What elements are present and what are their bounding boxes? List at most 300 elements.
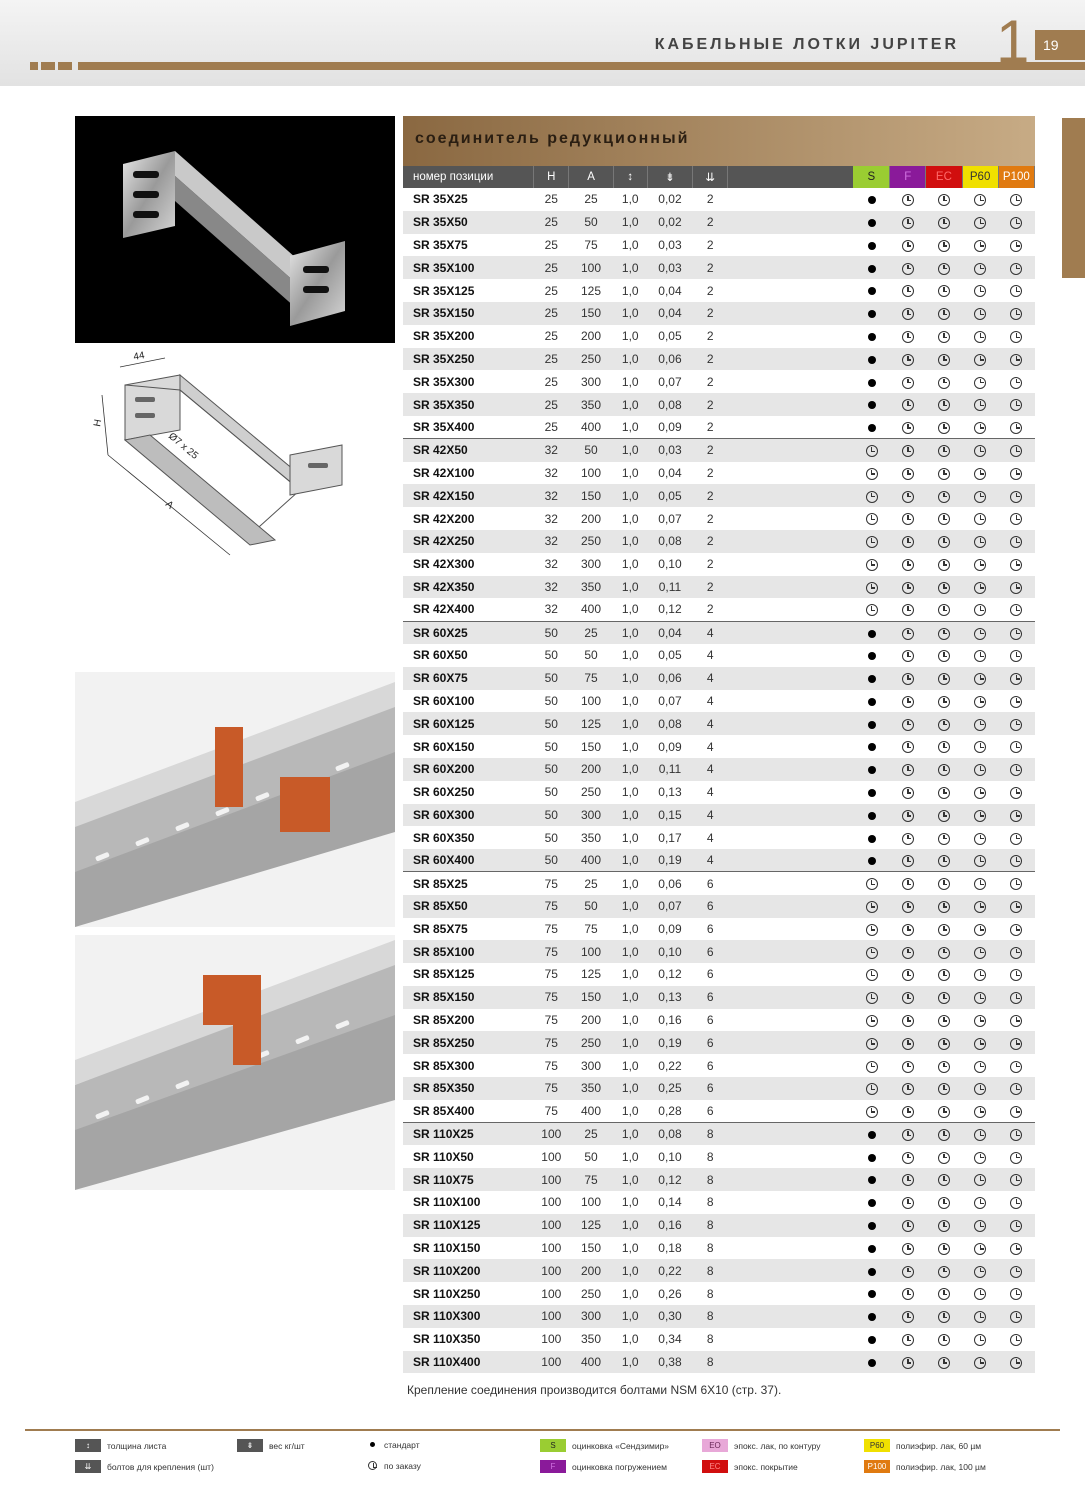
cell-h: 25 (544, 237, 558, 252)
cell-weight: 0,13 (658, 785, 682, 800)
cell-finish-p100 (998, 1259, 1034, 1282)
cell-thickness: 1,0 (613, 1214, 647, 1237)
standard-dot-icon (868, 1131, 876, 1139)
on-order-clock-icon (974, 719, 986, 731)
cell-finish-p60 (962, 1145, 998, 1168)
cell-finish-ec (926, 439, 962, 462)
on-order-clock-icon (938, 741, 950, 753)
col-position: номер позиции (403, 166, 534, 188)
cell-finish-ec (926, 986, 962, 1009)
dim-slot: Ø7 x 25 (166, 430, 200, 462)
cell-position: SR 60X125 (403, 712, 534, 735)
cell-finish-p60 (962, 370, 998, 393)
on-order-clock-icon (974, 308, 986, 320)
cell-a: 200 (569, 758, 613, 781)
cell-finish-p100 (998, 416, 1034, 439)
cell-finish-s (853, 1351, 889, 1374)
on-order-clock-icon (974, 673, 986, 685)
cell-h: 25 (544, 192, 558, 207)
catalog-title: КАБЕЛЬНЫЕ ЛОТКИ JUPITER (654, 36, 959, 53)
cell-h: 50 (534, 712, 569, 735)
cell-gap (728, 1009, 854, 1032)
cell-bolts: 2 (706, 329, 714, 344)
cell-finish-ec (926, 553, 962, 576)
cell-finish-p60 (962, 940, 998, 963)
cell-bolts: 6 (693, 1077, 728, 1100)
cell-gap (728, 1282, 854, 1305)
on-order-clock-icon (902, 1038, 914, 1050)
cell-finish-p100 (998, 804, 1034, 827)
cell-position: SR 85X150 (403, 986, 534, 1009)
cell-gap (728, 986, 854, 1009)
cell-gap (728, 712, 854, 735)
cell-finish-f (890, 325, 926, 348)
standard-dot-icon (868, 379, 876, 387)
on-order-clock-icon (974, 194, 986, 206)
cell-finish-p100 (998, 1214, 1034, 1237)
cell-bolts: 6 (693, 1031, 728, 1054)
cell-finish-ec (926, 279, 962, 302)
cell-h: 32 (534, 576, 569, 599)
cell-finish-f (890, 439, 926, 462)
cell-finish-ec (926, 781, 962, 804)
cell-position: SR 110X400 (403, 1351, 534, 1374)
cell-position: SR 35X250 (403, 348, 534, 371)
cell-weight: 0,15 (647, 804, 692, 827)
on-order-clock-icon (1010, 536, 1022, 548)
table-row (403, 1191, 1035, 1214)
cell-a: 100 (581, 693, 602, 708)
cell-a: 400 (569, 1351, 613, 1374)
standard-dot-icon (868, 242, 876, 250)
cell-finish-ec (926, 644, 962, 667)
cell-finish-s (853, 1168, 889, 1191)
table-row (403, 1282, 1035, 1305)
cell-bolts: 8 (706, 1286, 714, 1301)
cell-h: 25 (544, 374, 558, 389)
on-order-clock-icon (866, 1015, 878, 1027)
on-order-clock-icon (866, 1083, 878, 1095)
on-order-clock-icon (1010, 901, 1022, 913)
cell-bolts: 4 (693, 621, 728, 644)
cell-finish-s (853, 644, 889, 667)
cell-a: 150 (569, 484, 613, 507)
cell-weight: 0,10 (658, 1149, 682, 1164)
on-order-clock-icon (902, 491, 914, 503)
cell-gap (728, 872, 854, 895)
cell-finish-p60 (962, 1054, 998, 1077)
on-order-clock-icon (974, 354, 986, 366)
s-badge: S (540, 1439, 566, 1452)
standard-dot-icon (868, 1359, 876, 1367)
table-row (403, 1100, 1035, 1123)
on-order-clock-icon (1010, 764, 1022, 776)
cell-bolts: 8 (693, 1259, 728, 1282)
cell-gap (728, 804, 854, 827)
on-order-clock-icon (974, 491, 986, 503)
f-badge: F (540, 1460, 566, 1473)
col-f: F (890, 166, 926, 188)
cell-finish-p60 (962, 325, 998, 348)
cell-weight: 0,10 (658, 557, 682, 572)
cell-h: 25 (534, 302, 569, 325)
on-order-clock-icon (974, 445, 986, 457)
on-order-clock-icon (866, 1038, 878, 1050)
cell-gap (728, 918, 854, 941)
standard-dot-icon (868, 766, 876, 774)
on-order-clock-icon (974, 240, 986, 252)
cell-bolts: 6 (706, 967, 714, 982)
on-order-clock-icon (1010, 1197, 1022, 1209)
cell-finish-ec (926, 188, 962, 211)
cell-thickness: 1,0 (613, 393, 647, 416)
cell-position: SR 110X25 (403, 1123, 534, 1146)
cell-position: SR 35X150 (403, 302, 534, 325)
cell-position: SR 42X100 (413, 465, 475, 480)
cell-finish-p100 (998, 393, 1034, 416)
legend-eo-text: эпокс. лак, по контуру (734, 1440, 821, 1451)
table-row (403, 667, 1035, 690)
on-order-clock-icon (902, 582, 914, 594)
cell-thickness: 1,0 (621, 1104, 639, 1119)
cell-a: 50 (569, 211, 613, 234)
cell-h: 75 (544, 967, 558, 982)
cell-gap (728, 735, 854, 758)
on-order-clock-icon (1010, 810, 1022, 822)
cell-finish-f (890, 804, 926, 827)
cell-finish-p100 (998, 986, 1034, 1009)
cell-weight: 0,34 (658, 1332, 682, 1347)
standard-dot-icon (868, 857, 876, 865)
cell-position: SR 60X25 (403, 621, 534, 644)
cell-a: 125 (581, 283, 602, 298)
cell-finish-ec (926, 576, 962, 599)
cell-finish-p60 (962, 986, 998, 1009)
cell-h: 25 (534, 393, 569, 416)
table-header-row (403, 166, 1035, 188)
cell-h: 50 (534, 804, 569, 827)
cell-finish-s (853, 462, 889, 485)
cell-finish-ec (926, 348, 962, 371)
cell-position: SR 85X250 (403, 1031, 534, 1054)
on-order-clock-icon (938, 673, 950, 685)
cell-finish-s (853, 1100, 889, 1123)
on-order-clock-icon (1010, 1174, 1022, 1186)
on-order-clock-icon (938, 878, 950, 890)
cell-a: 150 (569, 986, 613, 1009)
cell-finish-p60 (962, 530, 998, 553)
cell-h: 100 (541, 1286, 562, 1301)
cell-finish-p100 (998, 712, 1034, 735)
cell-a: 50 (569, 439, 613, 462)
cell-finish-p100 (998, 826, 1034, 849)
cell-a: 150 (569, 302, 613, 325)
cell-finish-f (890, 621, 926, 644)
cell-finish-f (890, 1259, 926, 1282)
cell-bolts: 6 (706, 921, 714, 936)
cell-finish-s (853, 370, 889, 393)
cell-finish-ec (926, 598, 962, 621)
cell-finish-ec (926, 621, 962, 644)
cell-a: 25 (569, 872, 613, 895)
legend-p100 (864, 1460, 986, 1473)
on-order-clock-icon (974, 263, 986, 275)
cell-weight: 0,14 (658, 1195, 682, 1210)
on-order-clock-icon (902, 1083, 914, 1095)
on-order-clock-icon (902, 1106, 914, 1118)
cell-a: 250 (569, 348, 613, 371)
on-order-clock-icon (866, 924, 878, 936)
cell-thickness: 1,0 (613, 986, 647, 1009)
cell-position: SR 42X200 (413, 511, 475, 526)
cell-bolts: 6 (693, 940, 728, 963)
cell-finish-ec (926, 895, 962, 918)
cell-finish-ec (926, 370, 962, 393)
on-order-clock-icon (938, 559, 950, 571)
cell-finish-f (890, 598, 926, 621)
cell-finish-s (853, 1031, 889, 1054)
on-order-clock-icon (866, 1061, 878, 1073)
cell-finish-ec (926, 690, 962, 713)
table-row (403, 1009, 1035, 1032)
cell-gap (728, 302, 854, 325)
cell-weight: 0,12 (658, 967, 682, 982)
cell-finish-p60 (962, 1282, 998, 1305)
cell-finish-p100 (998, 781, 1034, 804)
cell-weight: 0,16 (647, 1214, 692, 1237)
cell-bolts: 2 (706, 602, 714, 617)
cell-h: 50 (544, 739, 558, 754)
cell-bolts: 2 (693, 256, 728, 279)
cell-finish-p60 (962, 781, 998, 804)
cell-gap (728, 1305, 854, 1328)
cell-finish-p60 (962, 462, 998, 485)
on-order-clock-icon (938, 628, 950, 640)
cell-thickness: 1,0 (613, 1077, 647, 1100)
on-order-clock-icon (938, 1357, 950, 1369)
table-row (403, 712, 1035, 735)
cell-a: 75 (569, 667, 613, 690)
cell-finish-p60 (962, 302, 998, 325)
cell-weight: 0,05 (658, 329, 682, 344)
cell-finish-ec (926, 393, 962, 416)
on-order-clock-icon (1010, 969, 1022, 981)
standard-dot-icon (868, 333, 876, 341)
cell-position: SR 42X150 (403, 484, 534, 507)
cell-finish-s (853, 1145, 889, 1168)
on-order-clock-icon (902, 1015, 914, 1027)
on-order-clock-icon (938, 1061, 950, 1073)
cell-finish-p100 (998, 507, 1034, 530)
legend-weight-text: вес кг/шт (269, 1440, 305, 1451)
cell-gap (728, 507, 854, 530)
cell-gap (728, 1214, 854, 1237)
cell-finish-s (853, 576, 889, 599)
cell-gap (728, 1054, 854, 1077)
on-order-clock-icon (902, 833, 914, 845)
on-order-clock-icon (902, 422, 914, 434)
cell-gap (728, 462, 854, 485)
cell-finish-p100 (998, 1305, 1034, 1328)
cell-h: 100 (541, 1149, 562, 1164)
cell-a: 50 (584, 1149, 598, 1164)
cell-finish-p100 (998, 644, 1034, 667)
on-order-clock-icon (1010, 559, 1022, 571)
on-order-clock-icon (938, 810, 950, 822)
cell-finish-p100 (998, 370, 1034, 393)
cell-finish-s (853, 1123, 889, 1146)
on-order-clock-icon (938, 582, 950, 594)
table-row (403, 553, 1035, 576)
cell-weight: 0,04 (647, 621, 692, 644)
installation-photo-2 (75, 935, 395, 1190)
cell-gap (728, 325, 854, 348)
cell-gap (728, 553, 854, 576)
cell-finish-ec (926, 1100, 962, 1123)
on-order-clock-icon (938, 285, 950, 297)
on-order-clock-icon (902, 992, 914, 1004)
table-row (403, 256, 1035, 279)
legend-thickness-text: толщина листа (107, 1440, 167, 1451)
cell-weight: 0,12 (658, 602, 682, 617)
on-order-clock-icon (974, 1015, 986, 1027)
cell-h: 50 (534, 667, 569, 690)
cell-bolts: 4 (706, 739, 714, 754)
cell-h: 32 (544, 465, 558, 480)
on-order-clock-icon (866, 969, 878, 981)
cell-weight: 0,26 (658, 1286, 682, 1301)
cell-finish-s (853, 918, 889, 941)
cell-finish-s (853, 1191, 889, 1214)
cell-thickness: 1,0 (613, 348, 647, 371)
on-order-clock-icon (938, 468, 950, 480)
on-order-clock-icon (1010, 787, 1022, 799)
technical-drawing (90, 345, 360, 575)
cell-finish-f (890, 1100, 926, 1123)
on-order-clock-icon (974, 582, 986, 594)
standard-dot-icon (868, 1176, 876, 1184)
cell-finish-p60 (962, 758, 998, 781)
on-order-clock-icon (938, 1197, 950, 1209)
on-order-clock-icon (1010, 741, 1022, 753)
chapter-number: 1 (996, 8, 1030, 75)
on-order-clock-icon (902, 1288, 914, 1300)
cell-finish-p60 (962, 621, 998, 644)
cell-position: SR 85X25 (403, 872, 534, 895)
on-order-clock-icon (866, 559, 878, 571)
cell-h: 50 (544, 830, 558, 845)
cell-a: 200 (581, 511, 602, 526)
on-order-clock-icon (902, 1197, 914, 1209)
cell-finish-p60 (962, 918, 998, 941)
cell-a: 250 (569, 1031, 613, 1054)
cell-finish-s (853, 302, 889, 325)
cell-finish-p100 (998, 895, 1034, 918)
cell-finish-f (890, 234, 926, 257)
cell-finish-s (853, 1282, 889, 1305)
on-order-clock-icon (1010, 1038, 1022, 1050)
cell-finish-s (853, 1009, 889, 1032)
cell-finish-p100 (998, 302, 1034, 325)
cell-finish-f (890, 849, 926, 872)
on-order-clock-icon (1010, 719, 1022, 731)
table-row (403, 234, 1035, 257)
cell-finish-f (890, 1145, 926, 1168)
cell-thickness: 1,0 (621, 192, 639, 207)
cell-finish-f (890, 1077, 926, 1100)
legend-ec (702, 1460, 798, 1473)
legend-order-text: по заказу (384, 1461, 421, 1471)
cell-h: 50 (544, 785, 558, 800)
cell-bolts: 2 (706, 237, 714, 252)
on-order-clock-icon (1010, 1106, 1022, 1118)
table-row (403, 826, 1035, 849)
cell-position: SR 35X100 (403, 256, 534, 279)
cell-a: 100 (581, 1195, 602, 1210)
cell-finish-ec (926, 1054, 962, 1077)
cell-finish-ec (926, 735, 962, 758)
on-order-clock-icon (902, 1174, 914, 1186)
on-order-clock-icon (902, 240, 914, 252)
cell-finish-f (890, 918, 926, 941)
cell-thickness: 1,0 (613, 530, 647, 553)
cell-thickness: 1,0 (621, 237, 639, 252)
cell-finish-ec (926, 1259, 962, 1282)
cell-finish-p100 (998, 1237, 1034, 1260)
on-order-clock-icon (974, 399, 986, 411)
cell-weight: 0,16 (658, 1013, 682, 1028)
table-row (403, 1031, 1035, 1054)
cell-gap (728, 758, 854, 781)
cell-weight: 0,11 (647, 576, 692, 599)
cell-thickness: 1,0 (621, 1241, 639, 1256)
on-order-clock-icon (938, 696, 950, 708)
on-order-clock-icon (938, 491, 950, 503)
cell-a: 300 (569, 1305, 613, 1328)
cell-a: 200 (581, 329, 602, 344)
cell-h: 75 (534, 1077, 569, 1100)
on-order-clock-icon (1010, 878, 1022, 890)
legend-bolts-text: болтов для крепления (шт) (107, 1461, 214, 1472)
cell-bolts: 2 (693, 530, 728, 553)
table-row (403, 1328, 1035, 1351)
cell-a: 300 (581, 374, 602, 389)
cell-position: SR 60X150 (413, 739, 475, 754)
standard-dot-icon (868, 1154, 876, 1162)
cell-finish-p60 (962, 279, 998, 302)
cell-finish-s (853, 758, 889, 781)
on-order-clock-icon (1010, 1152, 1022, 1164)
legend-p60-text: полиэфир. лак, 60 µм (896, 1440, 982, 1451)
cell-bolts: 4 (693, 804, 728, 827)
cell-finish-p60 (962, 1351, 998, 1374)
cell-h: 75 (544, 1013, 558, 1028)
cell-a: 100 (569, 256, 613, 279)
cell-thickness: 1,0 (621, 921, 639, 936)
table-row (403, 576, 1035, 599)
cell-bolts: 2 (706, 420, 714, 435)
cell-finish-ec (926, 963, 962, 986)
cell-finish-f (890, 1191, 926, 1214)
cell-bolts: 8 (706, 1241, 714, 1256)
cell-bolts: 4 (693, 758, 728, 781)
cell-thickness: 1,0 (613, 576, 647, 599)
cell-finish-p60 (962, 826, 998, 849)
table-row (403, 302, 1035, 325)
on-order-clock-icon (902, 513, 914, 525)
on-order-clock-icon (902, 1266, 914, 1278)
cell-finish-p100 (998, 1351, 1034, 1374)
